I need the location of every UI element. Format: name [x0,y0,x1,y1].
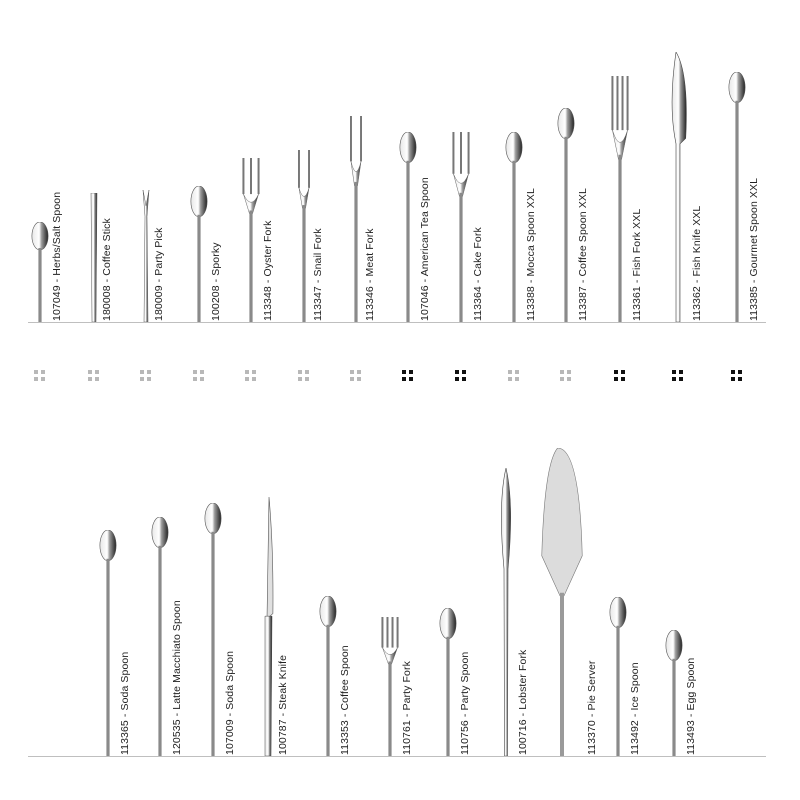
product-label: 113370 - Pie Server [586,660,598,755]
spoon-utensil-image [99,530,117,761]
product-label: 113361 - Fish Fork XXL [631,208,643,321]
black-marker-icon [614,370,626,382]
fishknife-utensil-image [667,52,689,327]
spoon-utensil-image [31,222,49,327]
top-row-baseline [28,322,766,323]
product-label: 113385 - Gourmet Spoon XXL [748,177,760,321]
spoon-utensil-image [439,608,457,761]
product-label: 120535 - Latte Macchiato Spoon [171,600,183,755]
fork3-utensil-image [242,158,260,327]
product-label: 113347 - Snail Fork [312,228,324,321]
product-label: 113365 - Soda Spoon [119,651,131,755]
grey-marker-icon [350,370,362,382]
spoon-utensil-image [609,597,627,761]
product-label: 100208 - Sporky [210,242,222,321]
grey-marker-icon [88,370,100,382]
product-label: 107046 - American Tea Spoon [419,177,431,321]
grey-marker-icon [508,370,520,382]
product-label: 113346 - Meat Fork [364,228,376,321]
spoon-utensil-image [204,503,222,761]
fork4-utensil-image [381,617,399,761]
knife-utensil-image [261,497,275,761]
product-label: 110761 - Party Fork [401,661,413,755]
spoon-utensil-image [728,72,746,327]
black-marker-icon [672,370,684,382]
product-label: 180009 - Party Pick [153,227,165,321]
spoon-utensil-image [319,596,337,761]
black-marker-icon [455,370,467,382]
spoon-utensil-image [665,630,683,761]
product-label: 113492 - Ice Spoon [629,662,641,755]
grey-marker-icon [245,370,257,382]
fork4-utensil-image [611,76,629,327]
lobster-utensil-image [497,468,515,761]
stick-utensil-image [89,193,99,327]
grey-marker-icon [34,370,46,382]
product-label: 110756 - Party Spoon [459,651,471,755]
product-label: 107009 - Soda Spoon [224,650,236,755]
product-label: 113362 - Fish Knife XXL [691,205,703,321]
product-label: 113387 - Coffee Spoon XXL [577,188,589,321]
spoon-utensil-image [190,186,208,327]
fork3-utensil-image [452,132,470,327]
spoon-utensil-image [557,108,575,327]
product-label: 113388 - Mocca Spoon XXL [525,188,537,321]
black-marker-icon [402,370,414,382]
product-label: 113364 - Cake Fork [472,227,484,321]
grey-marker-icon [298,370,310,382]
grey-marker-icon [193,370,205,382]
grey-marker-icon [560,370,572,382]
black-marker-icon [731,370,743,382]
product-label: 113353 - Coffee Spoon [339,645,351,755]
pieserver-utensil-image [540,448,584,761]
grey-marker-icon [140,370,152,382]
spoon-utensil-image [505,132,523,327]
product-label: 180008 - Coffee Stick [101,218,113,321]
product-label: 113348 - Oyster Fork [262,220,274,321]
product-label: 113493 - Egg Spoon [685,657,697,755]
product-label: 100716 - Lobster Fork [517,649,529,755]
spoon-utensil-image [151,517,169,761]
product-label: 100787 - Steak Knife [277,654,289,755]
fork2-utensil-image [298,150,310,327]
product-label: 107049 - Herbs/Salt Spoon [51,191,63,321]
pick-utensil-image [141,190,151,327]
fork2-utensil-image [350,116,362,327]
spoon-utensil-image [399,132,417,327]
